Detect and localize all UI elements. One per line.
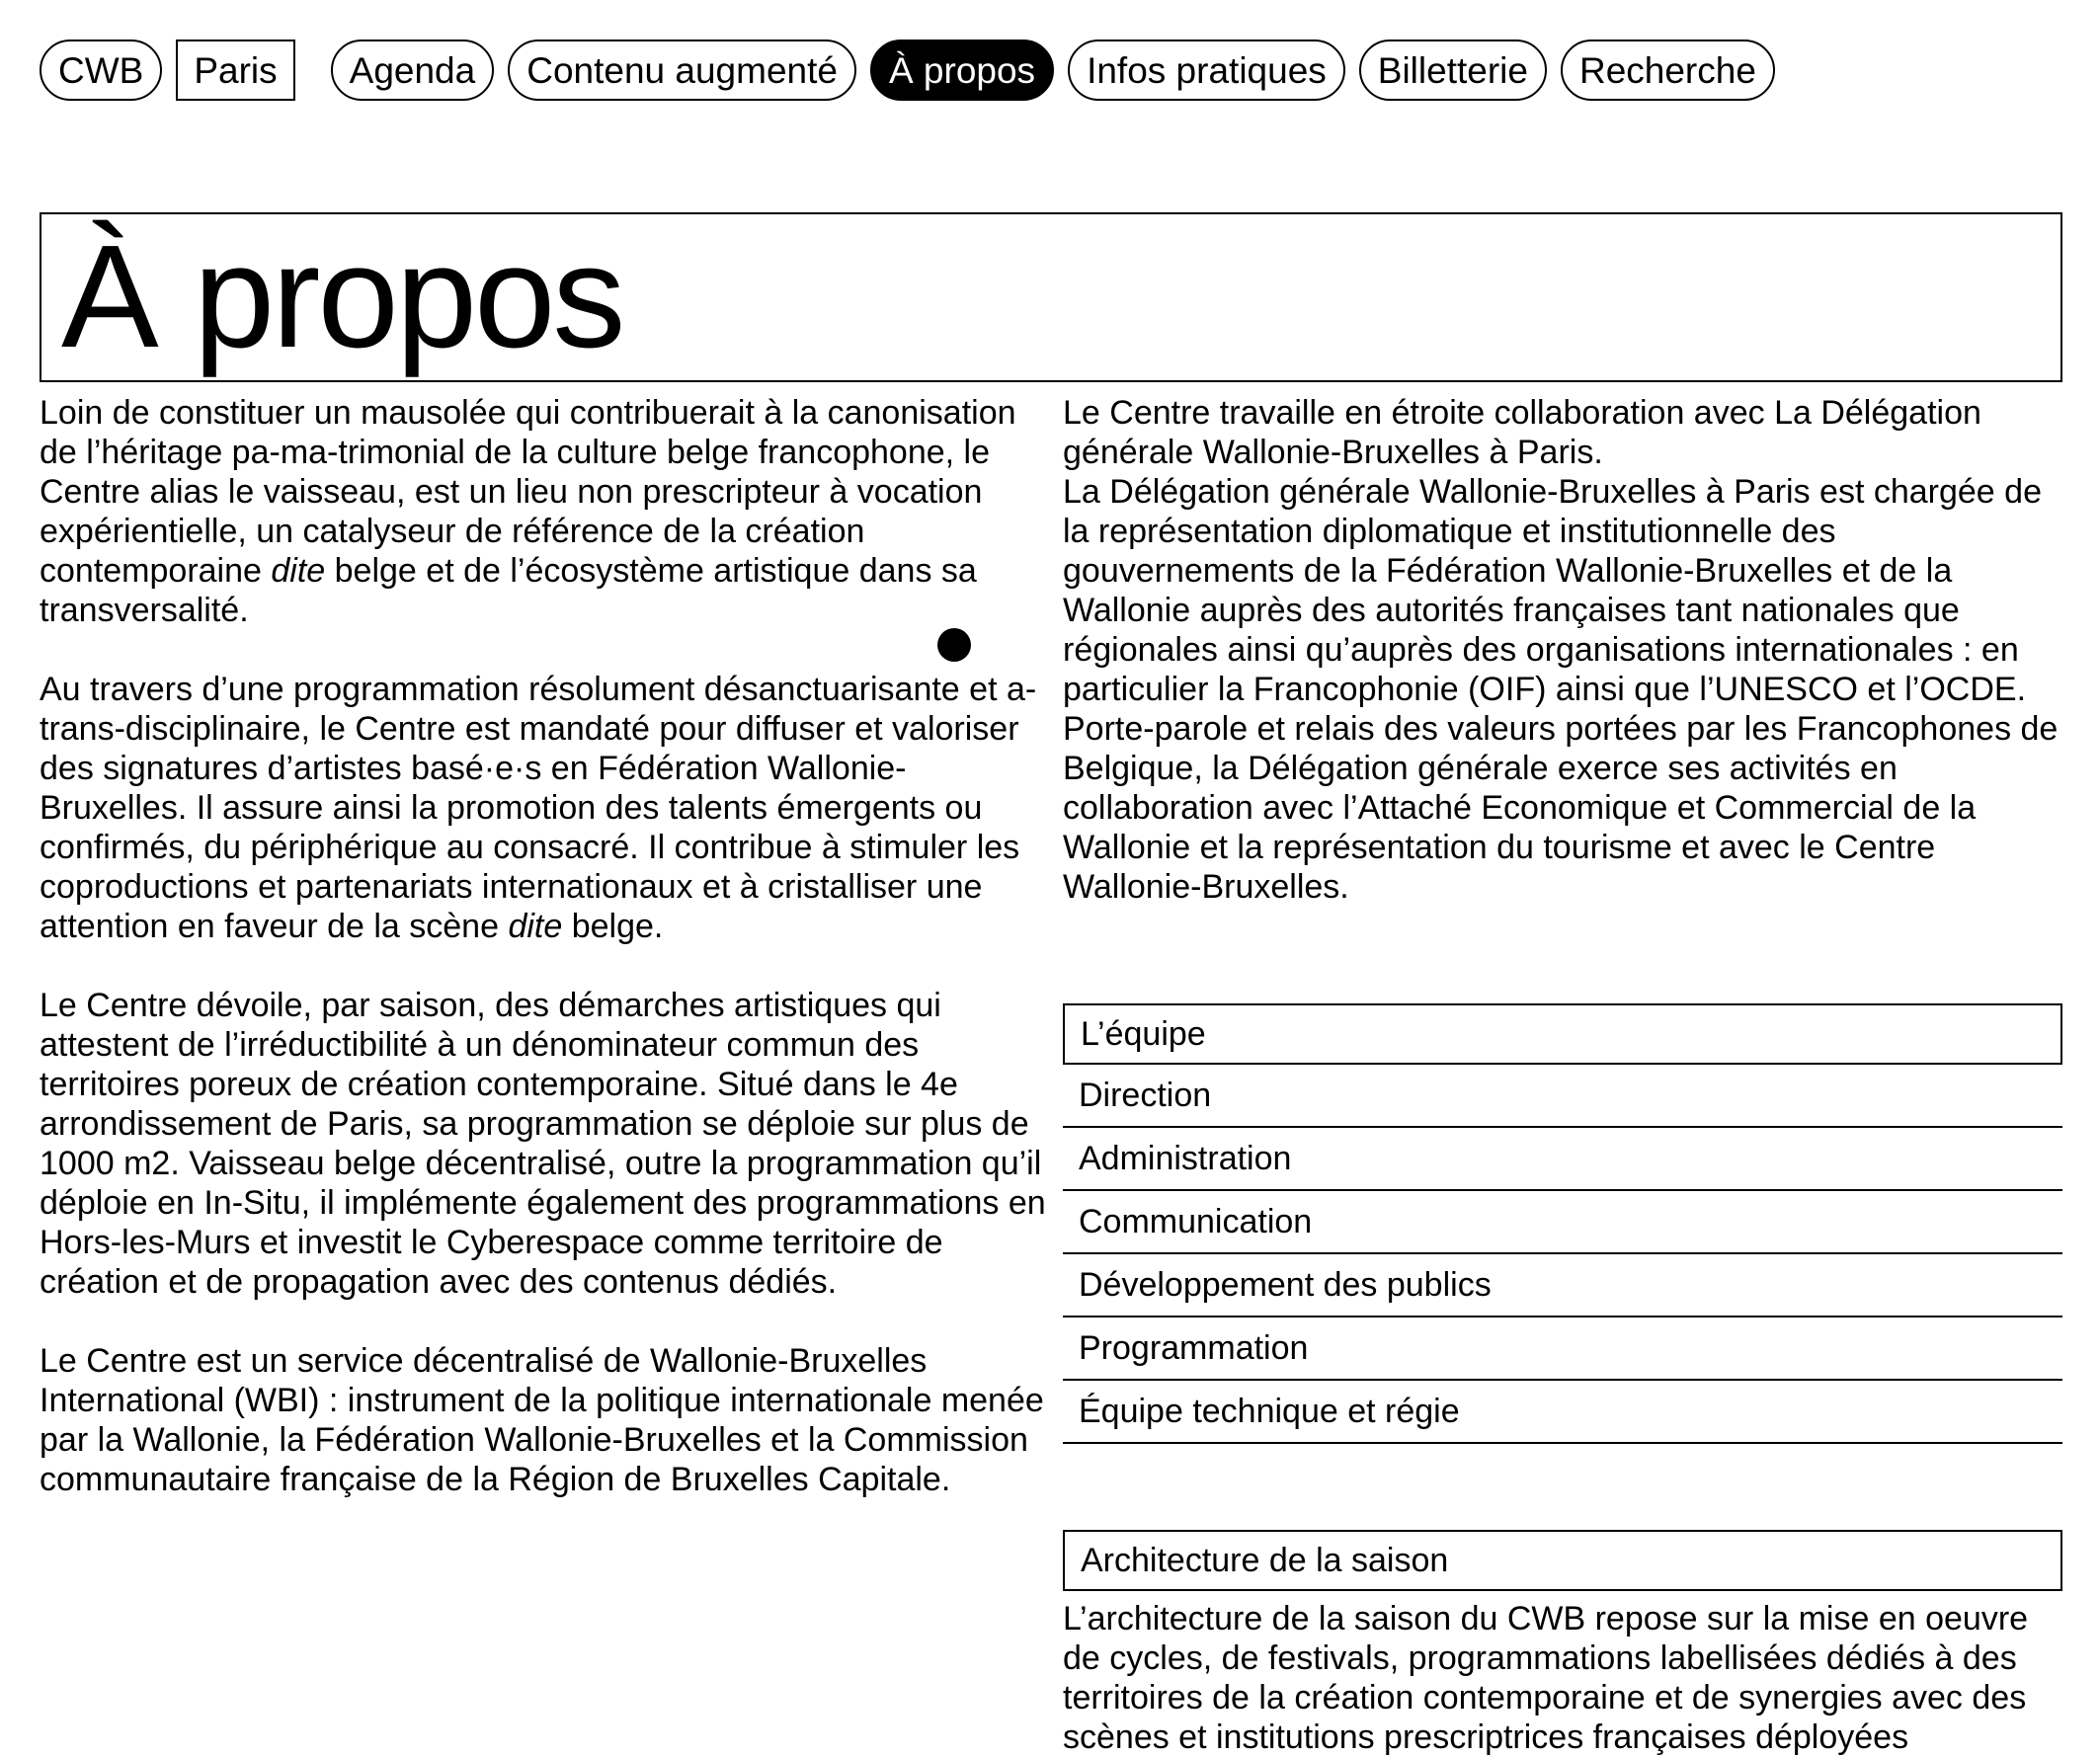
nav-contenu-augmente-link[interactable]: Contenu augmenté	[508, 40, 856, 101]
delegation-paragraph-1: Le Centre travaille en étroite collaboration avec La Délégation générale Wallonie-Bruxelles à Paris.	[1063, 394, 1981, 471]
intro-paragraph-4: Le Centre est un service décentralisé de Wallonie-Bruxelles International (WBI) : instrument de la politique internationale menée par la Wallonie, la Fédération Wallonie-Bruxelles et la Commission communautaire française de la Région de Bruxelles Capitale.	[40, 1342, 1044, 1498]
nav-recherche-link[interactable]: Recherche	[1561, 40, 1775, 101]
delegation-text-column	[1063, 393, 2062, 907]
architecture-heading[interactable]: Architecture de la saison	[1063, 1530, 2062, 1591]
nav-agenda-link[interactable]: Agenda	[331, 40, 495, 101]
nav-infos-pratiques-link[interactable]: Infos pratiques	[1068, 40, 1345, 101]
nav-paris-button[interactable]: Paris	[176, 40, 294, 101]
team-section	[1063, 1003, 2062, 1444]
cursor-dot-icon	[937, 628, 971, 662]
page-title: À propos	[61, 215, 623, 378]
nav-billetterie-link[interactable]: Billetterie	[1359, 40, 1547, 101]
team-item-equipe-technique[interactable]: Équipe technique et régie	[1063, 1381, 2062, 1444]
page-title-box	[40, 212, 2062, 382]
team-heading[interactable]: L’équipe	[1063, 1003, 2062, 1065]
team-item-direction[interactable]: Direction	[1063, 1065, 2062, 1128]
team-item-programmation[interactable]: Programmation	[1063, 1318, 2062, 1381]
intro-paragraph-2: Au travers d’une programmation résolument désanctuarisante et a-trans-disciplinaire, le Centre est mandaté pour diffuser et valoriser des signatures d’artistes basé·e·s en Fédération Wallonie-Bruxelles. Il assure ainsi la promotion des talents émergents ou confirmés, du périphérique au consacré. Il contribue à stimuler les coproductions et partenariats internationaux et à cristalliser une attention en faveur de la scène dite belge.	[40, 671, 1037, 945]
top-navigation	[40, 40, 1789, 101]
architecture-text: L’architecture de la saison du CWB repose sur la mise en oeuvre de cycles, de festivals, programmations labellisées dédiés à des territoires de la création contemporaine et de synergies avec des scènes et institutions prescriptrices françaises déployées	[1063, 1600, 2029, 1756]
team-item-communication[interactable]: Communication	[1063, 1191, 2062, 1254]
nav-cwb-button[interactable]: CWB	[40, 40, 162, 101]
team-item-administration[interactable]: Administration	[1063, 1128, 2062, 1191]
architecture-section	[1063, 1530, 2062, 1757]
team-item-developpement-des-publics[interactable]: Développement des publics	[1063, 1254, 2062, 1318]
intro-paragraph-1: Loin de constituer un mausolée qui contribuerait à la canonisation de l’héritage pa-ma-trimonial de la culture belge francophone, le Centre alias le vaisseau, est un lieu non prescripteur à vocation expérientielle, un catalyseur de référence de la création contemporaine dite belge et de l’écosystème artistique dans sa transversalité.	[40, 394, 1016, 629]
intro-paragraph-3: Le Centre dévoile, par saison, des démarches artistiques qui attestent de l’irréductibilité à un dénominateur commun des territoires poreux de création contemporaine. Situé dans le 4e arrondissement de Paris, sa programmation se déploie sur plus de 1000 m2. Vaisseau belge décentralisé, outre la programmation qu’il déploie en In-Situ, il implémente également des programmations en Hors-les-Murs et investit le Cyberespace comme territoire de création et de propagation avec des contenus dédiés.	[40, 987, 1046, 1301]
delegation-paragraph-2: La Délégation générale Wallonie-Bruxelles à Paris est chargée de la représentation diplomatique et institutionnelle des gouvernements de la Fédération Wallonie-Bruxelles et de la Wallonie auprès des autorités françaises tant nationales que régionales ainsi qu’auprès des organisations internationales : en particulier la Francophonie (OIF) ainsi que l’UNESCO et l’OCDE. Porte-parole et relais des valeurs portées par les Francophones de Belgique, la Délégation générale exerce ses activités en collaboration avec l’Attaché Economique et Commercial de la Wallonie et la représentation du tourisme et avec le Centre Wallonie-Bruxelles.	[1063, 473, 2059, 906]
nav-a-propos-link[interactable]: À propos	[870, 40, 1054, 101]
intro-text-column	[40, 393, 1047, 1539]
